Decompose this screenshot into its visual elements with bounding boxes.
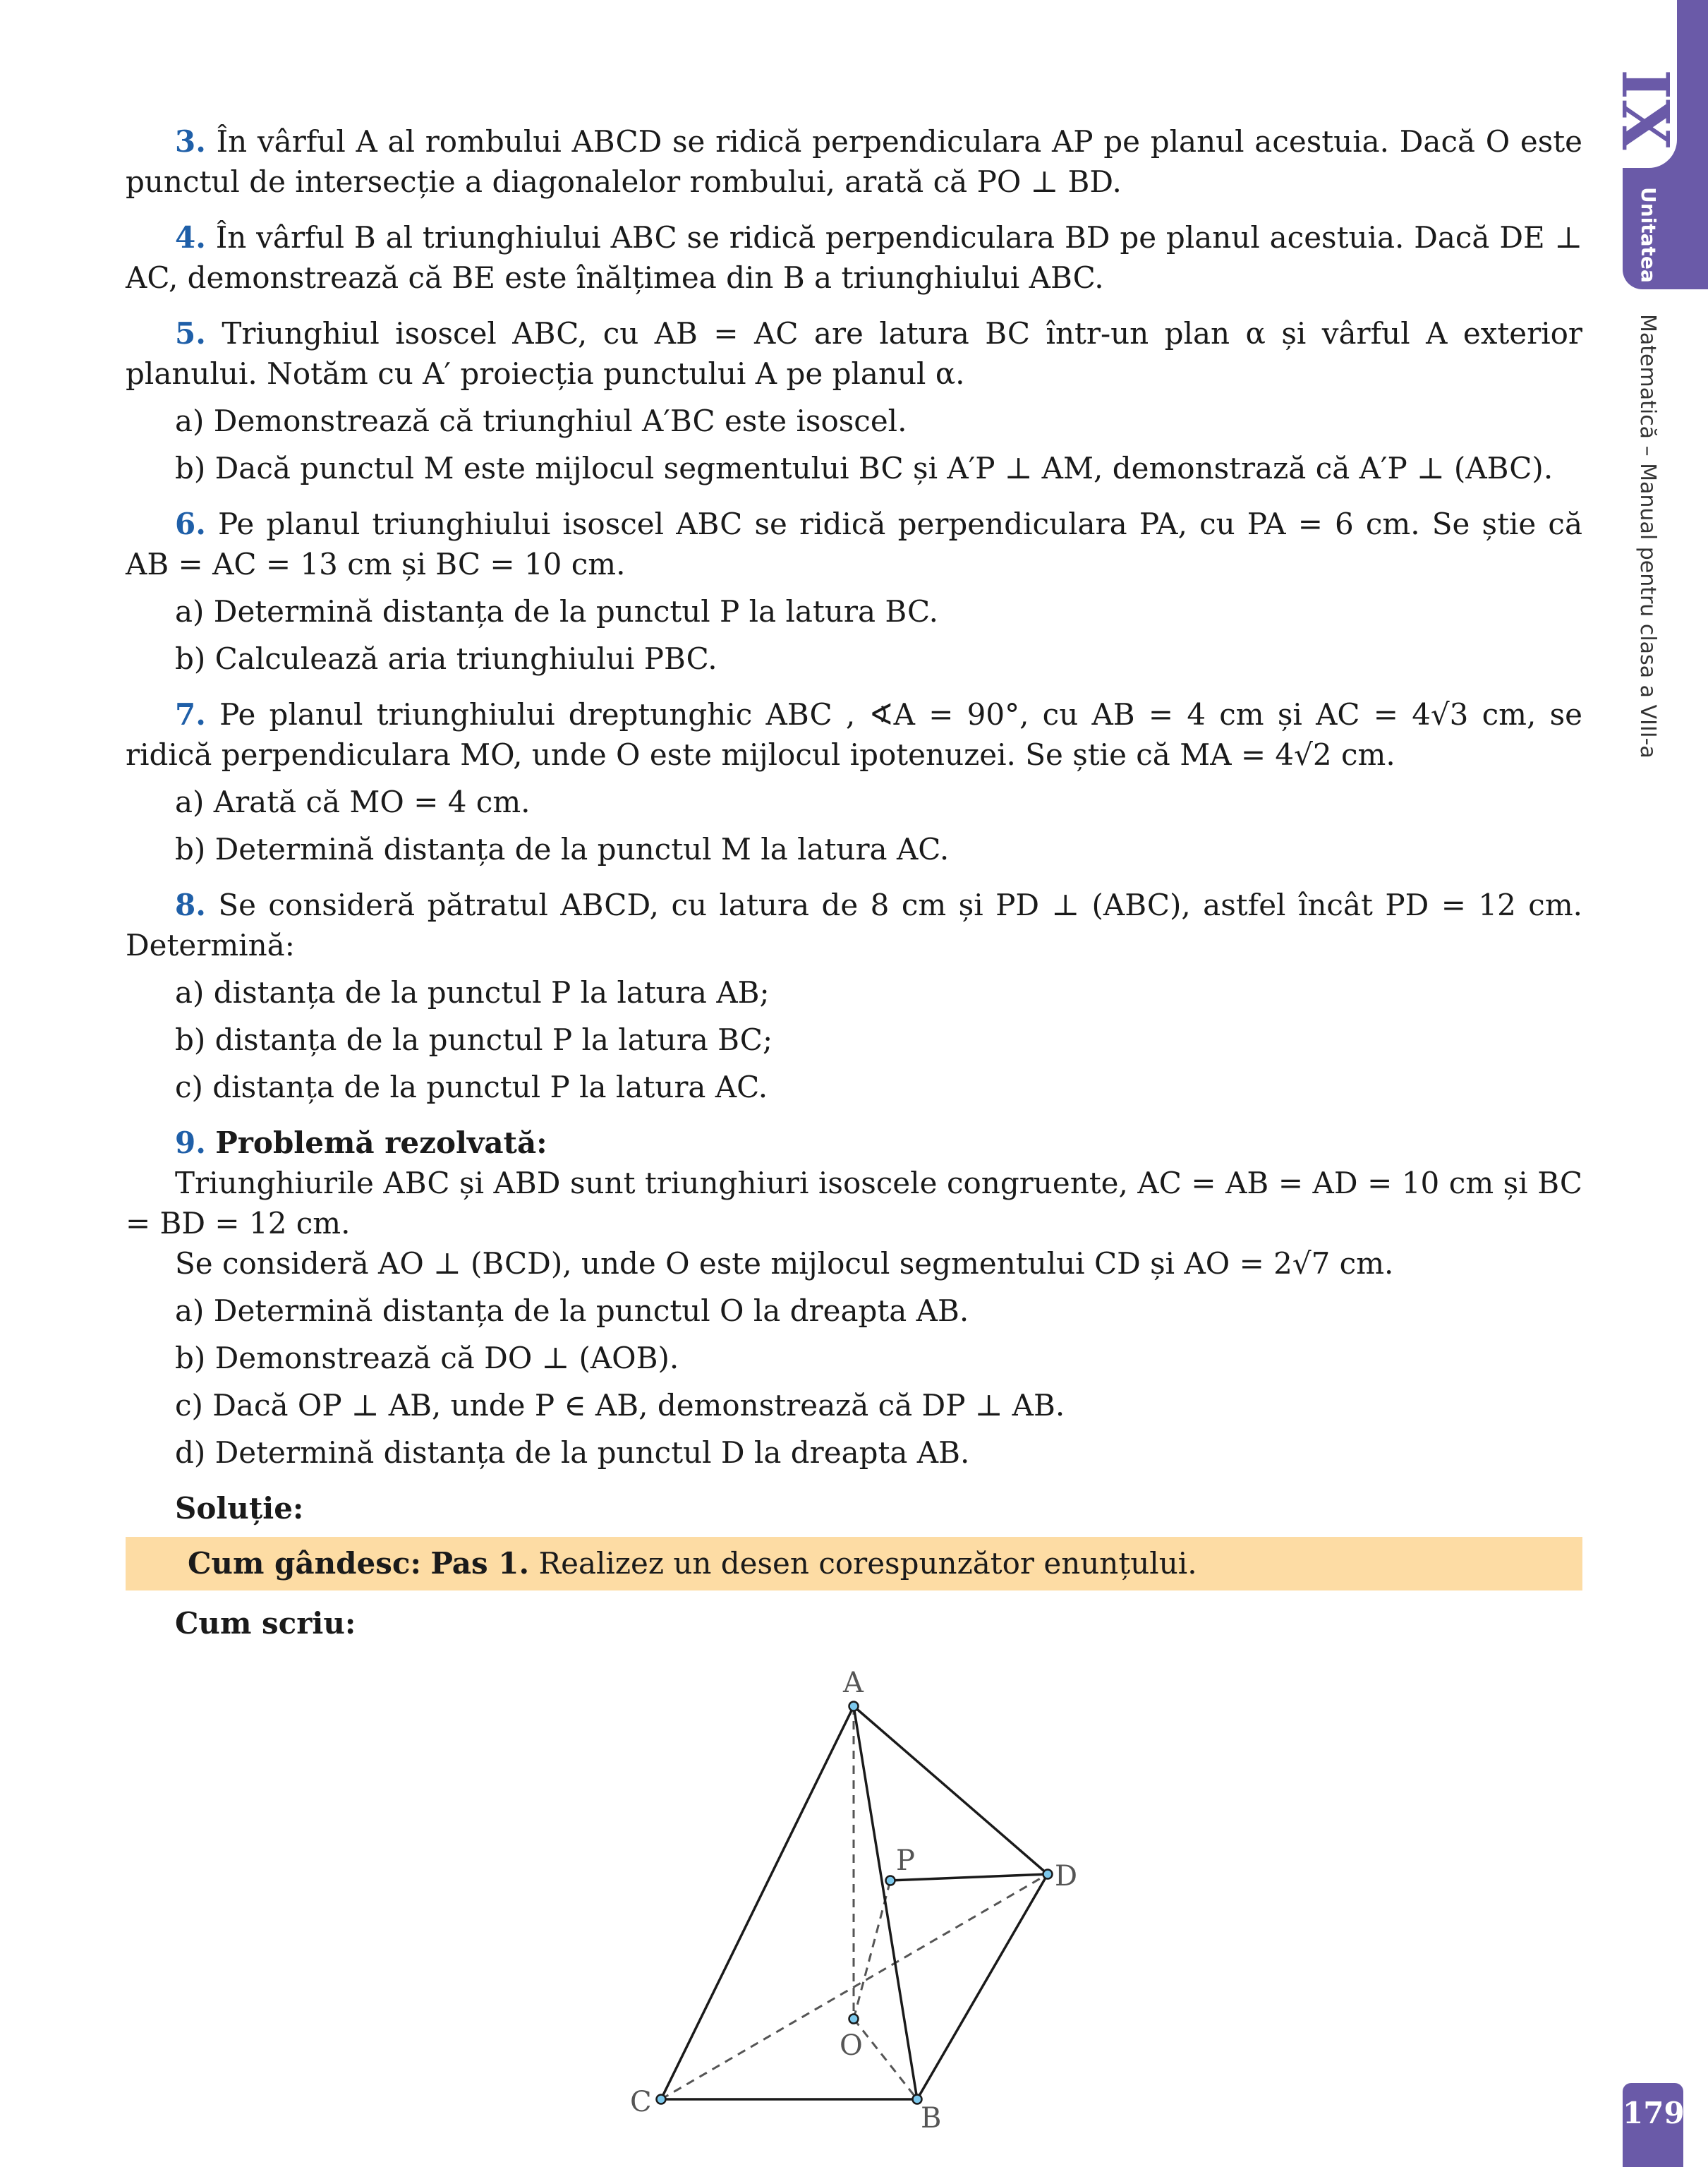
pyramid-figure (621, 1665, 1115, 2135)
subpoint-a: a) Demonstrează că triunghiul A′BC este isoscel. (175, 404, 907, 438)
problem-number: 4. (175, 220, 206, 255)
problem-title: Problemă rezolvată: (215, 1125, 547, 1160)
unit-label: Unitatea (1637, 187, 1660, 283)
problem-9-statement: Triunghiurile ABC și ABD sunt triunghiuri isoscele congruente, AC = AB = AD = 10 cm și BC = BD = 12 cm. (126, 1166, 1582, 1241)
point-P (886, 1876, 895, 1885)
label-P: P (896, 1845, 915, 1877)
problem-text: Pe planul triunghiului dreptunghic ABC , ∢A = 90°, cu AB = 4 cm și AC = 4√3 cm, se ridică perpendiculara MO, unde O este mijlocul ipotenuzei. Se știe că MA = 4√2 cm. (126, 697, 1582, 772)
problem-number: 3. (175, 124, 206, 159)
label-O: O (840, 2029, 863, 2062)
point-D (1043, 1870, 1053, 1879)
page-number: 179 (1623, 2083, 1683, 2167)
point-O (849, 2015, 859, 2024)
label-B: B (921, 2102, 942, 2135)
book-title: Matematică – Manual pentru clasa a VIII-a (1635, 314, 1660, 759)
edge-AB (854, 1706, 917, 2099)
label-A: A (843, 1667, 864, 1699)
point-C (657, 2095, 666, 2104)
subpoint-c: c) Dacă OP ⊥ AB, unde P ∈ AB, demonstrează că DP ⊥ AB. (175, 1388, 1065, 1423)
subpoint-a: a) Determină distanța de la punctul O la dreapta AB. (175, 1293, 969, 1328)
subpoint-a: a) Arată că MO = 4 cm. (175, 785, 531, 819)
problem-number: 6. (175, 507, 206, 541)
problem-text: În vârful B al triunghiului ABC se ridică perpendiculara BD pe planul acestuia. Dacă DE ⊥ AC, demonstrează că BE este înălțimea din B a triunghiului ABC. (126, 220, 1582, 295)
problem-text: În vârful A al rombului ABCD se ridică perpendiculara AP pe planul acestuia. Dacă O este punctul de intersecție a diagonalelor rombului, arată că PO ⊥ BD. (126, 124, 1582, 199)
think-label: Cum gândesc: (188, 1546, 421, 1581)
write-label: Cum scriu: (175, 1606, 356, 1641)
unit-number: IX (1607, 68, 1683, 150)
subpoint-b: b) distanța de la punctul P la latura BC; (175, 1022, 773, 1057)
subpoint-d: d) Determină distanța de la punctul D la dreapta AB. (175, 1435, 970, 1470)
problem-number: 5. (175, 316, 206, 351)
subpoint-b: b) Demonstrează că DO ⊥ (AOB). (175, 1341, 679, 1375)
page-content (126, 121, 1582, 1643)
subpoint-a: a) Determină distanța de la punctul P la latura BC. (175, 594, 938, 629)
think-callout (126, 1537, 1582, 1590)
point-A (849, 1702, 859, 1711)
edge-OB (854, 2019, 917, 2099)
subpoint-c: c) distanța de la punctul P la latura AC. (175, 1070, 768, 1104)
step-text: Realizez un desen corespunzător enunțului. (538, 1546, 1197, 1581)
problem-number: 8. (175, 888, 206, 922)
problem-text: Triunghiul isoscel ABC, cu AB = AC are latura BC într-un plan α și vârful A exterior planului. Notăm cu A′ proiecția punctului A pe planul α. (126, 316, 1582, 391)
subpoint-b: b) Dacă punctul M este mijlocul segmentului BC și A′P ⊥ AM, demonstrază că A′P ⊥ (ABC). (175, 451, 1553, 485)
edge-CD (661, 1874, 1048, 2099)
solution-label: Soluție: (175, 1491, 304, 1526)
problem-6 (126, 504, 1582, 584)
problem-9-statement-2: Se consideră AO ⊥ (BCD), unde O este mijlocul segmentului CD și AO = 2√7 cm. (175, 1246, 1394, 1281)
step-label: Pas 1. (430, 1546, 530, 1581)
problem-3 (126, 121, 1582, 202)
problem-number: 7. (175, 697, 206, 732)
edge-BD (917, 1874, 1048, 2099)
subpoint-b: b) Calculează aria triunghiului PBC. (175, 641, 717, 676)
problem-text: Se consideră pătratul ABCD, cu latura de 8 cm și PD ⊥ (ABC), astfel încât PD = 12 cm. Determină: (126, 888, 1582, 962)
edge-AD (854, 1706, 1048, 1874)
subpoint-b: b) Determină distanța de la punctul M la latura AC. (175, 832, 950, 867)
problem-5 (126, 313, 1582, 394)
label-C: C (630, 2086, 652, 2118)
edge-AC (661, 1706, 854, 2099)
problem-text: Pe planul triunghiului isoscel ABC se ridică perpendiculara PA, cu PA = 6 cm. Se știe că AB = AC = 13 cm și BC = 10 cm. (126, 507, 1582, 581)
problem-4 (126, 217, 1582, 298)
problem-9-heading (126, 1123, 1582, 1163)
problem-7 (126, 694, 1582, 775)
subpoint-a: a) distanța de la punctul P la latura AB; (175, 975, 770, 1010)
label-D: D (1055, 1860, 1078, 1893)
problem-8 (126, 885, 1582, 965)
problem-number: 9. (175, 1125, 206, 1160)
